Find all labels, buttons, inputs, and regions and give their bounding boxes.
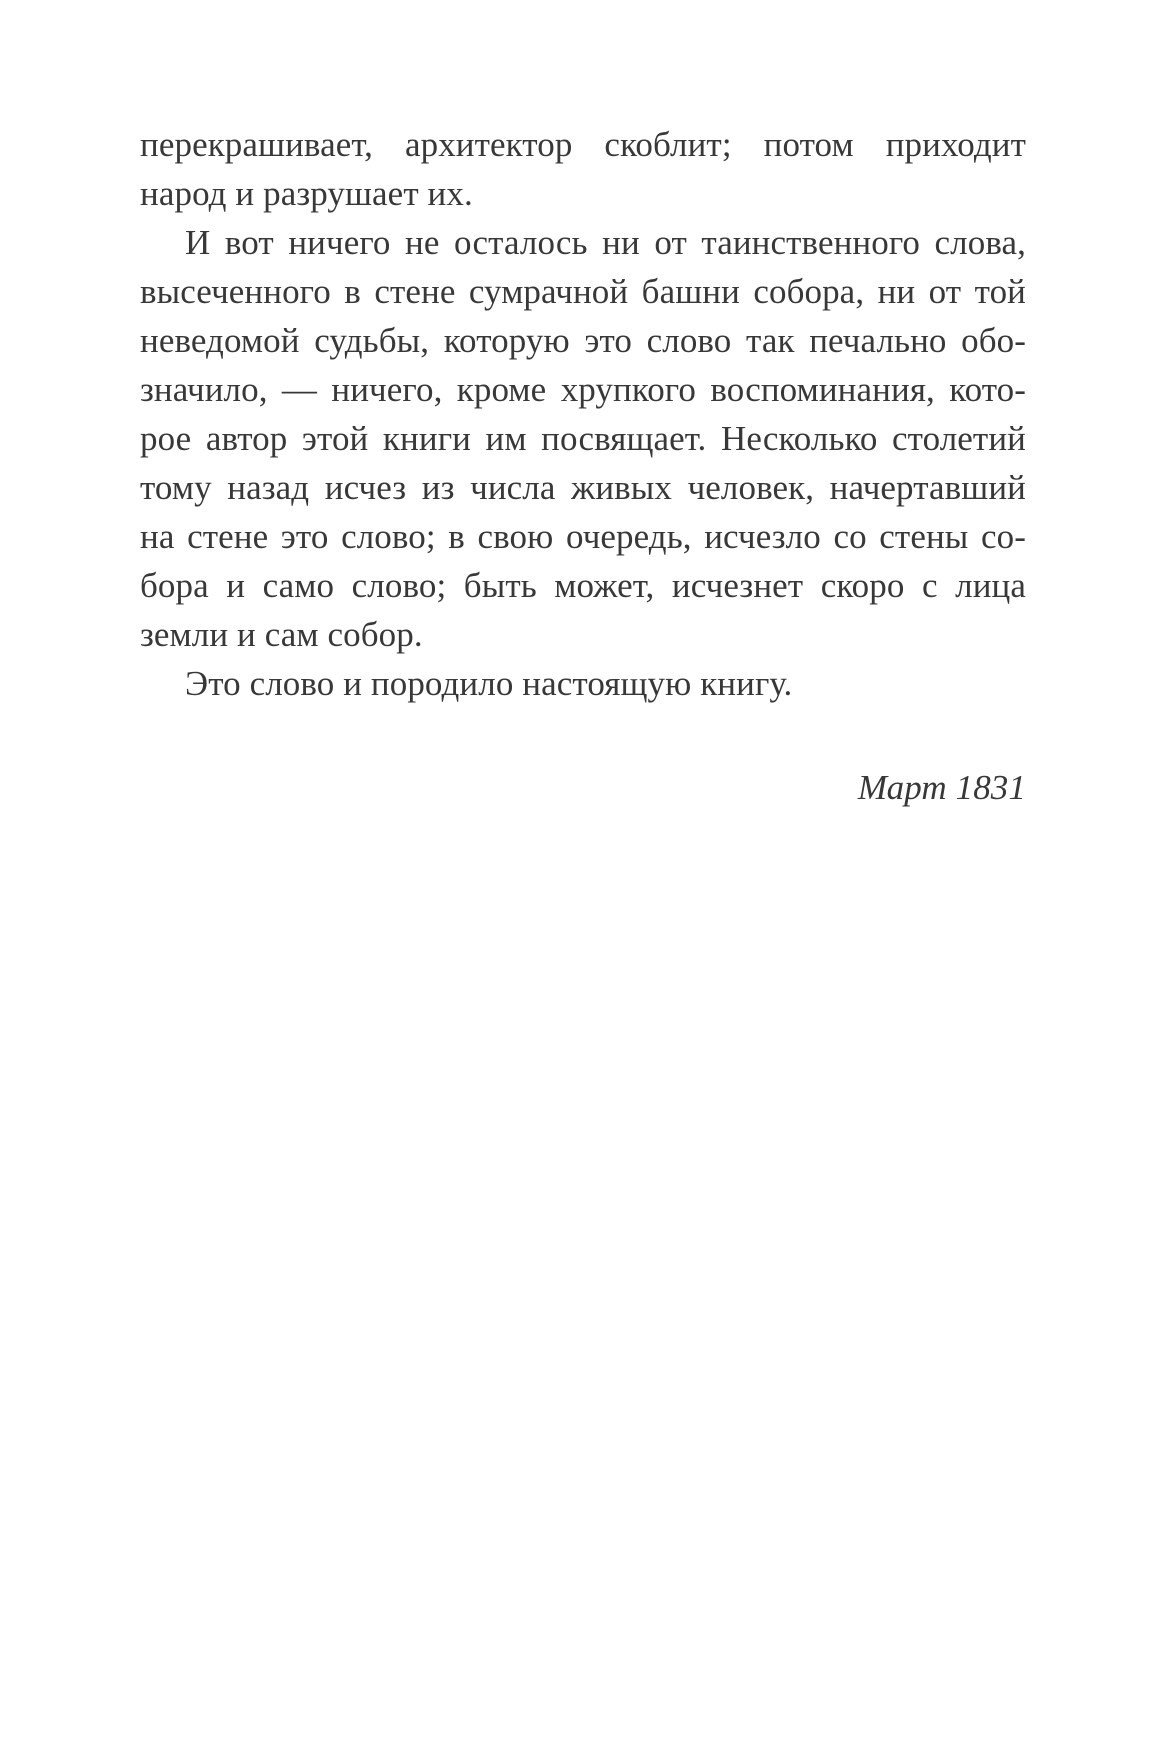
text-line: бора и само слово; быть может, исчезнет скоро с лица	[140, 566, 1026, 605]
text-line: тому назад исчез из числа живых человек, начертавший	[140, 468, 1026, 507]
text-line: рое автор этой книги им посвящает. Несколько столетий	[140, 419, 1026, 458]
text-line: И вот ничего не осталось ни от таинственного слова,	[185, 223, 1026, 262]
text-line: народ и разрушает их.	[140, 174, 473, 213]
text-line: земли и сам собор.	[140, 615, 423, 654]
text-line: высеченного в стене сумрачной башни собора, ни от той	[140, 272, 1026, 311]
text-line: перекрашивает, архитектор скоблит; потом приходит	[140, 125, 1026, 164]
text-block	[140, 120, 1026, 812]
text-line: значило, — ничего, кроме хрупкого воспоминания, кото-	[140, 370, 1026, 409]
text-line: Это слово и породило настоящую книгу.	[185, 664, 793, 703]
text-line: неведомой судьбы, которую это слово так печально обо-	[140, 321, 1026, 360]
text-line: на стене это слово; в свою очередь, исчезло со стены со-	[140, 517, 1026, 556]
date-text: Март 1831	[857, 768, 1026, 807]
date-line	[140, 763, 1026, 812]
